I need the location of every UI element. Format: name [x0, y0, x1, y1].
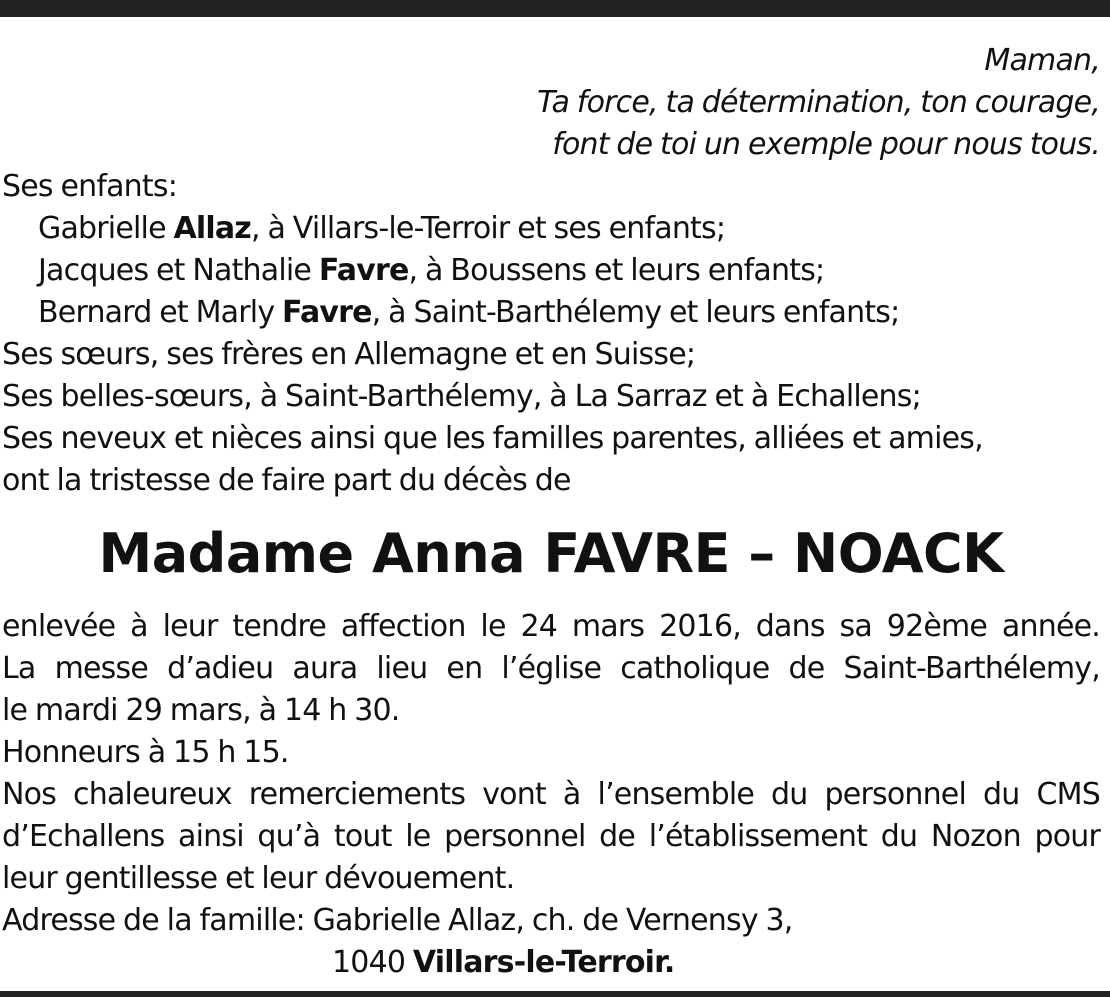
thanks-line: Nos chaleureux remerciements vont à l’ensemble du personnel du CMS — [2, 777, 1100, 812]
member-suffix: , à Villars-le-Terroir et ses enfants; — [250, 211, 726, 246]
children-heading: Ses enfants: — [2, 169, 177, 204]
top-rule — [0, 0, 1110, 17]
obituary-notice — [2, 40, 1100, 984]
member-suffix: , à Saint-Barthélemy et leurs enfants; — [371, 295, 900, 330]
dedication-quote — [2, 40, 1100, 166]
family-address-city — [2, 942, 1100, 984]
honours-line: Honneurs à 15 h 15. — [2, 735, 289, 770]
thanks-line: d’Echallens ainsi qu’à tout le personnel de l’établissement du Nozon pour — [2, 819, 1100, 854]
quote-line: Maman, — [984, 43, 1100, 78]
member-surname: Allaz — [173, 211, 251, 246]
family-member-line — [2, 250, 1100, 292]
mass-line: La messe d’adieu aura lieu en l’église catholique de Saint-Barthélemy, — [2, 651, 1100, 686]
quote-line: Ta force, ta détermination, ton courage, — [537, 85, 1100, 120]
bottom-rule — [0, 991, 1110, 997]
member-prefix: Bernard et Marly — [38, 295, 283, 330]
family-member-line — [2, 292, 1100, 334]
member-suffix: , à Boussens et leurs enfants; — [408, 253, 825, 288]
member-surname: Favre — [318, 253, 409, 288]
death-line: enlevée à leur tendre affection le 24 mars 2016, dans sa 92ème année. — [2, 609, 1100, 644]
thanks-line: leur gentillesse et leur dévouement. — [2, 861, 515, 896]
mass-date-line: le mardi 29 mars, à 14 h 30. — [2, 693, 400, 728]
family-address-line: Adresse de la famille: Gabrielle Allaz, ch. de Vernensy 3, — [2, 903, 793, 938]
member-prefix: Jacques et Nathalie — [38, 253, 319, 288]
relatives-line: Ses neveux et nièces ainsi que les familles parentes, alliées et amies, — [2, 421, 983, 456]
address-postcode: 1040 — [332, 945, 413, 980]
announcement-line: ont la tristesse de faire part du décès de — [2, 463, 571, 498]
family-member-line — [2, 208, 1100, 250]
member-surname: Favre — [282, 295, 372, 330]
address-city-name: Villars-le-Terroir. — [412, 945, 675, 980]
siblings-line: Ses sœurs, ses frères en Allemagne et en Suisse; — [2, 337, 696, 372]
quote-line: font de toi un exemple pour nous tous. — [552, 127, 1100, 162]
member-prefix: Gabrielle — [38, 211, 174, 246]
deceased-name: Madame Anna FAVRE – NOACK — [98, 522, 1004, 585]
in-laws-line: Ses belles-sœurs, à Saint-Barthélemy, à La Sarraz et à Echallens; — [2, 379, 921, 414]
